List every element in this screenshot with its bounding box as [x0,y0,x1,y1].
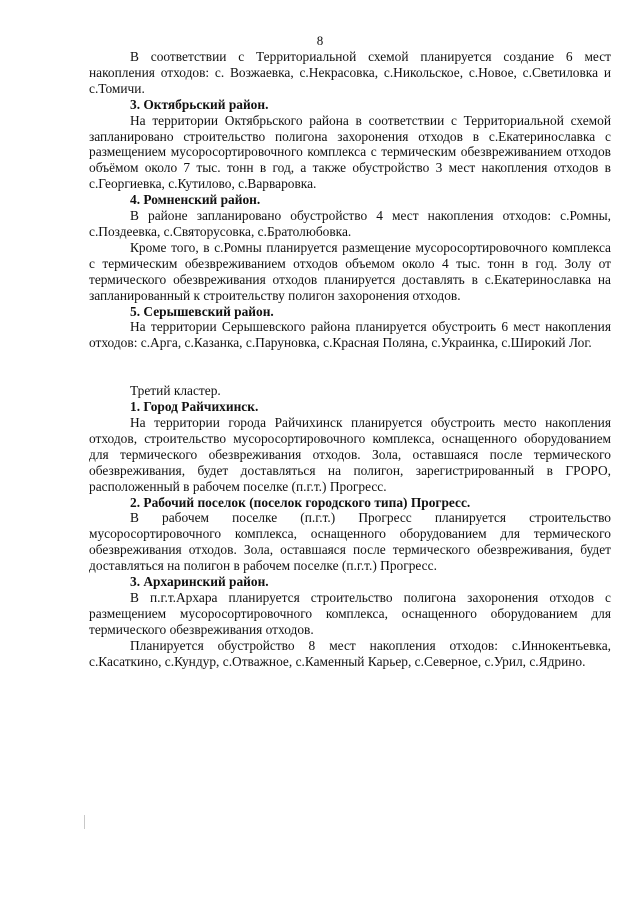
paragraph-gap [89,351,611,383]
section-heading: 3. Октябрьский район. [130,96,269,112]
paragraph: На территории Октябрьского района в соответствии с Территориальной схемой запланировано строительство полигона захоронения отходов в с.Екатеринославка с размещением мусоросортировочного комплекса с термическим обезвреживанием отходов объёмом около 7 тыс. тонн в год, а также обустройство 3 мест накопления отходов в с.Георгиевка, с.Кутилово, с.Варваровка. [89,112,611,192]
section-heading: 5. Серышевский район. [130,303,274,319]
paragraph: Планируется обустройство 8 мест накопления отходов: с.Иннокентьевка, с.Касаткино, с.Кундур, с.Отважное, с.Каменный Карьер, с.Северное, с.Урил, с.Ядрино. [89,637,611,669]
paragraph: В соответствии с Территориальной схемой планируется создание 6 мест накопления отходов: с. Возжаевка, с.Некрасовка, с.Никольское, с.Новое, с.Светиловка и с.Томичи. [89,49,611,96]
section-heading: 2. Рабочий поселок (поселок городского типа) Прогресс. [130,494,471,510]
paragraph: В районе запланировано обустройство 4 мест накопления отходов: с.Ромны, с.Поздеевка, с.Святорусовка, с.Братолюбовка. [89,208,611,239]
paragraph: На территории города Райчихинск планируется обустроить место накопления отходов, строительство мусоросортировочного комплекса, оснащенного оборудованием для термического обезвреживания отходов. Зола, оставшаяся после термического обезвреживания, будет доставляться на полигон, зарегистрированный в ГРОРО, расположенный в рабочем поселке (п.г.т.) Прогресс. [89,415,611,494]
page-number: 8 [316,33,324,48]
section-heading: 1. Город Райчихинск. [130,399,259,415]
scan-artifact-mark [84,815,85,829]
section-heading: 3. Архаринский район. [130,574,269,590]
paragraph: Третий кластер. [130,383,221,399]
paragraph: В п.г.т.Архара планируется строительство полигона захоронения отходов с размещением мусоросортировочного комплекса, оснащенного оборудованием для термического обезвреживания отходов. [89,590,611,637]
paragraph: Кроме того, в с.Ромны планируется размещение мусоросортировочного комплекса с термическим обезвреживанием отходов объемом около 4 тыс. тонн в год. Золу от термического обезвреживания отходов планируется доставлять в с.Екатеринославка на запланированный к строительству полигон захоронения отходов. [89,239,611,303]
document-body [89,49,611,670]
section-second-cluster-continued [89,49,611,351]
paragraph: В рабочем поселке (п.г.т.) Прогресс планируется строительство мусоросортировочного комплекса, оснащенного оборудованием для термического обезвреживания отходов. Зола, оставшаяся после термического обезвреживания, будет доставляться на полигон в рабочем поселке (п.г.т.) Прогресс. [89,510,611,574]
section-heading: 4. Ромненский район. [130,192,261,208]
paragraph: На территории Серышевского района планируется обустроить 6 мест накопления отходов: с.Арга, с.Казанка, с.Паруновка, с.Красная Поляна, с.Украинка, с.Широкий Лог. [89,319,611,351]
section-third-cluster [89,383,611,669]
